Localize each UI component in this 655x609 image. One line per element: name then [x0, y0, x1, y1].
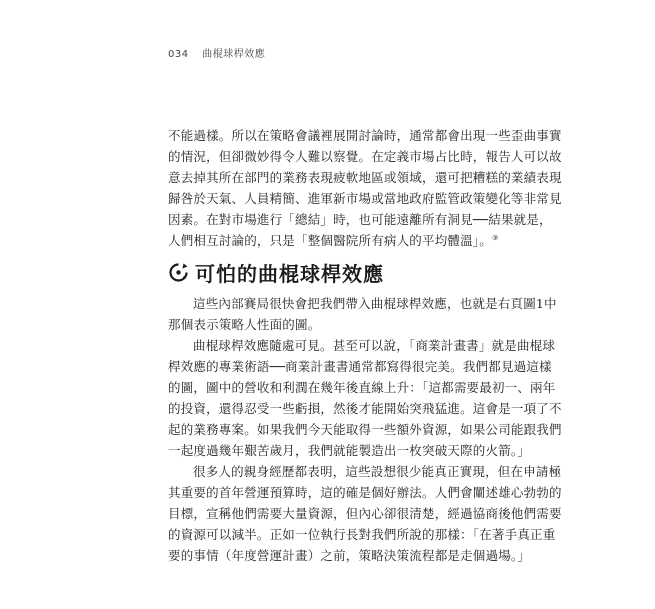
text-line: 意去掉其所在部門的業務表現疲軟地區或領域，還可把糟糕的業績表現	[168, 170, 562, 185]
body-paragraph	[168, 293, 557, 335]
running-header	[168, 45, 265, 60]
cycle-arrows-icon	[168, 262, 189, 283]
text-line: 的情況，但卻微妙得令人難以察覺。在定義市場占比時，報告人可以故	[168, 149, 562, 164]
body-paragraph	[168, 461, 562, 566]
text-line: 要的事情（年度營運計畫）之前，策略決策流程都是走個過場。」	[168, 548, 531, 563]
body-paragraph	[168, 335, 562, 461]
text-line-last	[168, 230, 499, 251]
text-line: 曲棍球桿效應隨處可見。甚至可以說，「商業計畫書」就是曲棍球	[193, 338, 556, 353]
text-line: 這些內部賽局很快會把我們帶入曲棍球桿效應，也就是右頁圖1中	[193, 296, 557, 311]
text-line: 目標，宣稱他們需要大量資源，但內心卻很清楚，經過協商後他們需要	[168, 506, 562, 521]
text-line: 歸咎於天氣、人員精簡、進軍新市場或當地政府監管政策變化等非常見	[168, 191, 562, 206]
text-line: 的資源可以減半。正如一位執行長對我們所說的那樣：「在著手真正重	[168, 527, 556, 542]
section-heading	[168, 257, 384, 287]
text-line: 其重要的首年營運預算時，這的確是個好辦法。人們會闡述雄心勃勃的	[168, 485, 562, 500]
page-number: 034	[168, 49, 189, 60]
intro-paragraph	[168, 125, 562, 251]
body-paragraph-3-block	[168, 461, 562, 566]
text-line: 起的業務專案。如果我們今天能取得一些額外資源，如果公司能跟我們	[168, 422, 562, 437]
text-line: 桿效應的專業術語──商業計畫書通常都寫得很完美。我們都見過這樣	[168, 359, 552, 374]
text-line: 的投資，還得忍受一些虧損，然後才能開始突飛猛進。這會是一項了不	[168, 401, 562, 416]
footnote-reference: ③	[491, 233, 499, 242]
text-line: 一起度過幾年艱苦歲月，我們就能製造出一枚突破天際的火箭。」	[168, 443, 531, 458]
book-title: 曲棍球桿效應	[202, 49, 266, 60]
body-paragraph-2-block	[168, 335, 562, 461]
section-title: 可怕的曲棍球桿效應	[195, 261, 384, 286]
text-line: 因素。在對市場進行「總結」時，也可能遠離所有洞見──結果就是，	[168, 212, 552, 227]
text-line-content: 人們相互討論的，只是「整個醫院所有病人的平均體溫」。	[168, 233, 492, 248]
body-paragraph-1-block	[168, 293, 557, 335]
intro-paragraph-block	[168, 125, 562, 251]
text-line: 很多人的親身經歷都表明，這些設想很少能真正實現，但在申請極	[193, 464, 562, 479]
text-line: 那個表示策略人性面的圖。	[168, 317, 321, 332]
text-line: 不能過樣。所以在策略會議裡展開討論時，通常都會出現一些歪曲事實	[168, 128, 562, 143]
text-line: 的圖，圖中的營收和利潤在幾年後直線上升：「這都需要最初一、兩年	[168, 380, 556, 395]
